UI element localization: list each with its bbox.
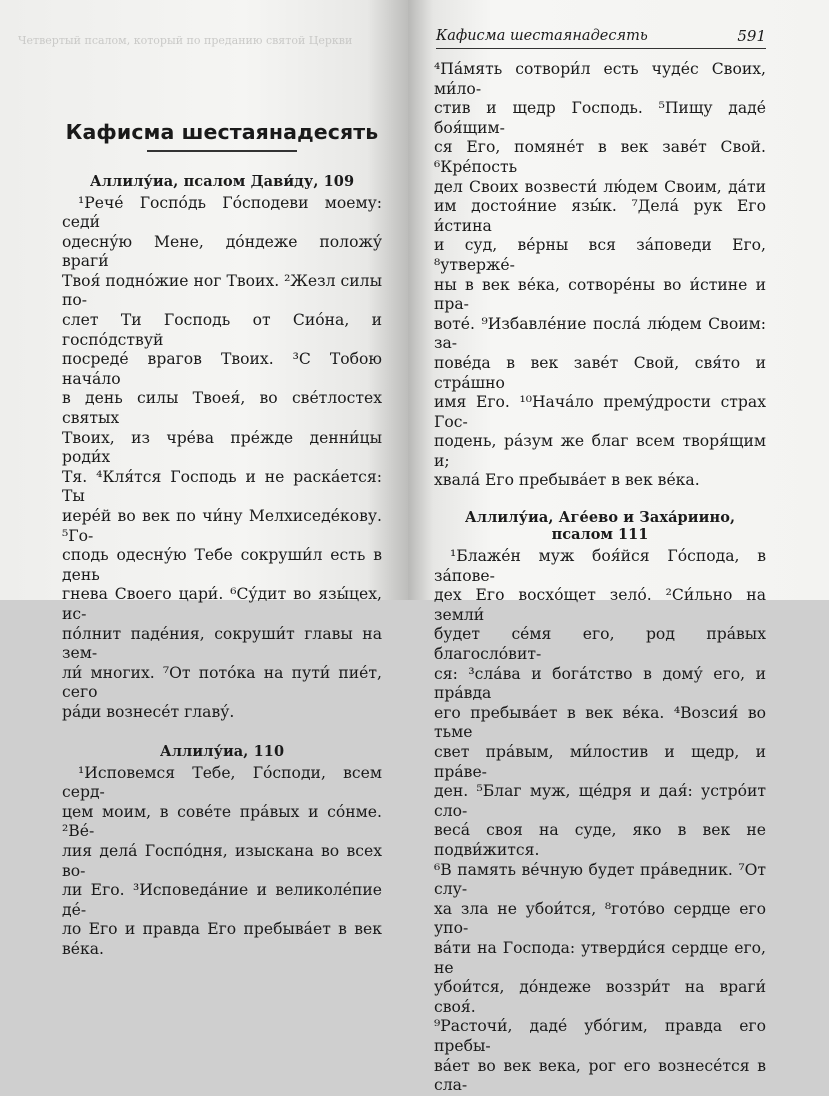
verse-line: слет Ти Господь от Сио́на, и госпо́дствуй	[62, 311, 382, 349]
verse-line: иере́й во век по чи́ну Мелхиседе́кову. ⁵Го-	[62, 507, 382, 545]
verse-line: ⁴Па́мять сотвори́л есть чуде́с Своих, ми́ло-	[434, 60, 766, 98]
running-header	[436, 26, 766, 49]
title-underline	[147, 150, 297, 152]
verse-line: и суд, ве́рны вся за́поведи Его, ⁸утверже́-	[434, 236, 766, 274]
verse-line: веса́ своя на суде, яко в век не подви́жится.	[434, 821, 766, 859]
verse-line: гнева Своего цари́. ⁶Су́дит во язы́цех, ис-	[62, 585, 382, 623]
verse-line: одесну́ю Мене, до́ндеже положу́ враги́	[62, 232, 382, 271]
verse-line: по́лнит паде́ния, сокруши́т главы на зем-	[62, 624, 382, 663]
verse-line: ¹Рече́ Госпо́дь Го́сподеви моему: седи́	[62, 193, 382, 232]
right-page-content	[434, 60, 766, 1096]
verse-line: ся Его, помяне́т в век заве́т Свой. ⁶Кре́пость	[434, 138, 766, 176]
verse-line: его пребыва́ет в век ве́ка. ⁴Возсия́ во тьме	[434, 703, 766, 742]
psalm-110-text	[62, 764, 382, 960]
verse-line: подень, ра́зум же благ всем творя́щим и;	[434, 432, 766, 470]
psalm-109-heading: Аллилу́иа, псалом Дави́ду, 109	[89, 172, 355, 190]
psalm-111-subheading: псалом 111	[551, 526, 649, 544]
verse-line: ¹Блаже́н муж боя́йся Го́спода, в за́пове-	[434, 547, 766, 585]
psalm-110-continued-text	[434, 60, 766, 491]
bleed-through-text: Четвертый псалом, который по преданию святой Церкви	[18, 34, 353, 47]
verse-line: воте́. ⁹Избавле́ние посла́ лю́дем Своим: за-	[434, 314, 766, 353]
kathisma-title: Кафисма шестаянадесять	[65, 120, 379, 144]
psalm-109-text	[62, 194, 382, 723]
verse-line: ден. ⁵Благ муж, ще́дря и дая́: устро́ит сло-	[434, 782, 766, 820]
verse-line: убои́тся, до́ндеже воззри́т на враги́ своя́.	[434, 978, 766, 1016]
verse-line: дех Его восхо́щет зело́. ²Си́льно на земли́	[434, 586, 766, 624]
verse-line: им достоя́ние язы́к. ⁷Дела́ рук Его и́стина	[434, 197, 766, 235]
verse-line: посреде́ врагов Твоих. ³С Тобою нача́ло	[62, 350, 382, 388]
verse-line: ра́ди вознесе́т главу́.	[62, 702, 235, 721]
psalm-110-heading: Аллилу́иа, 110	[159, 742, 285, 760]
verse-line: пове́да в век заве́т Свой, свя́то и стра́шно	[434, 353, 766, 392]
verse-line: ¹Исповемся Тебе, Го́споди, всем серд-	[62, 763, 382, 802]
verse-line: дел Своих возвести́ лю́дем Своим, да́ти	[434, 177, 766, 196]
psalm-111-heading: Аллилу́иа, Аге́ево и Заха́риино,	[464, 509, 736, 527]
verse-line: Твоих, из чре́ва пре́жде денни́цы роди́х	[62, 428, 382, 467]
verse-line: свет пра́вым, ми́лостив и щедр, и пра́ве-	[434, 743, 766, 781]
psalm-111-text	[434, 547, 766, 1096]
verse-line: Тя. ⁴Кля́тся Господь и не раска́ется: Ты	[62, 467, 382, 506]
left-page-content	[62, 120, 382, 959]
running-title: Кафисма шестаянадесять	[436, 28, 648, 44]
verse-line: ло Его и правда Его пребыва́ет в век ве́ка.	[62, 920, 382, 958]
verse-line: сподь одесну́ю Тебе сокруши́л есть в день	[62, 546, 382, 584]
verse-line: ли Его. ³Исповеда́ние и великоле́пие де́-	[62, 881, 382, 919]
verse-line: цем моим, в сове́те пра́вых и со́нме. ²Ве́-	[62, 802, 382, 841]
verse-line: Твоя́ подно́жие ног Твоих. ²Жезл силы по-	[62, 271, 382, 310]
verse-line: лия дела́ Госпо́дня, изыскана во всех во-	[62, 841, 382, 880]
verse-line: ли́ многих. ⁷От пото́ка на пути́ пие́т, сего	[62, 663, 382, 702]
page-number: 591	[737, 27, 766, 45]
verse-line: ⁶В память ве́чную будет пра́ведник. ⁷От слу-	[434, 860, 766, 899]
verse-line: в день силы Твоея́, во све́тлостех святых	[62, 389, 382, 428]
verse-line: хвала́ Его пребыва́ет в век ве́ка.	[434, 471, 700, 490]
verse-line: ся: ³сла́ва и бога́тство в дому́ его, и пра́вда	[434, 664, 766, 703]
verse-line: ха зла не убои́тся, ⁸гото́во сердце его упо-	[434, 899, 766, 938]
verse-line: ва́ти на Господа: утверди́ся сердце его, не	[434, 938, 766, 977]
verse-line: будет се́мя его, род пра́вых благосло́вит-	[434, 625, 766, 664]
verse-line: стив и щедр Господь. ⁵Пищу даде́ боя́щим-	[434, 99, 766, 137]
verse-line: ⁹Расточи́, даде́ убо́гим, правда его пребы-	[434, 1017, 766, 1055]
verse-line: имя Его. ¹⁰Нача́ло прему́дрости страх Гос-	[434, 393, 766, 431]
verse-line: ва́ет во век века, рог его вознесе́тся в сла-	[434, 1056, 766, 1095]
verse-line: ны в век ве́ка, сотворе́ны во и́стине и пра-	[434, 275, 766, 314]
